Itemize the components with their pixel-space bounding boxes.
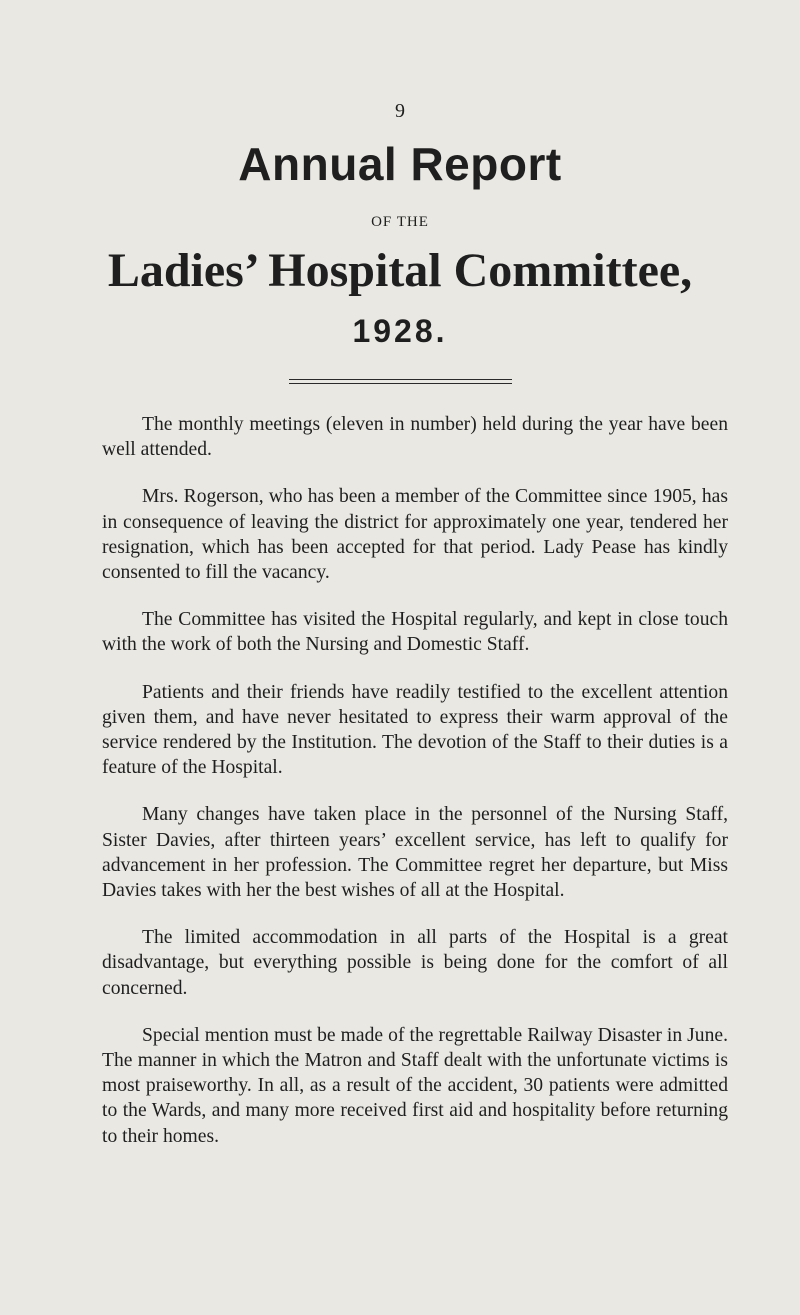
paragraph-patients: Patients and their friends have readily testified to the excellent attention given them, and have never hesitated to express their warm approval of the service rendered by the Institution. The devotion of the Staff to their duties is a feature of the Hospital. xyxy=(102,681,728,779)
title-connector: OF THE xyxy=(371,214,429,230)
paragraph-accommodation: The limited accommodation in all parts of the Hospital is a great disadvantage, but everything possible is being done for the comfort of all concerned. xyxy=(102,927,728,999)
paragraph-railway-disaster: Special mention must be made of the regrettable Railway Disaster in June. The manner in which the Matron and Staff dealt with the unfortunate victims is most praiseworthy. In all, as a result of the accident, 30 patients were admitted to the Wards, and many more received first aid and hospitality before returning to their homes. xyxy=(102,1024,728,1147)
report-year: 1928. xyxy=(352,313,448,349)
divider-rule-bottom xyxy=(289,383,512,384)
committee-name: Ladies’ Hospital Committee, xyxy=(107,244,693,297)
report-body xyxy=(102,412,728,1171)
paragraph-resignation: Mrs. Rogerson, who has been a member of the Committee since 1905, has in consequence of leaving the district for approximately one year, tendered her resignation, which has been accepted for that period. Lady Pease has kindly consented to fill the vacancy. xyxy=(102,486,728,584)
paragraph-staff-changes: Many changes have taken place in the personnel of the Nursing Staff, Sister Davies, after thirteen years’ excellent service, has left to qualify for advancement in her profession. The Committee regret her departure, but Miss Davies takes with her the best wishes of all at the Hospital. xyxy=(102,804,728,902)
divider-rule-top xyxy=(289,379,512,380)
page-number: 9 xyxy=(395,100,405,122)
paragraph-meetings: The monthly meetings (eleven in number) held during the year have been well attended. xyxy=(102,414,728,461)
paragraph-visits: The Committee has visited the Hospital regularly, and kept in close touch with the work of both the Nursing and Domestic Staff. xyxy=(102,609,728,656)
report-title: Annual Report xyxy=(238,138,562,190)
